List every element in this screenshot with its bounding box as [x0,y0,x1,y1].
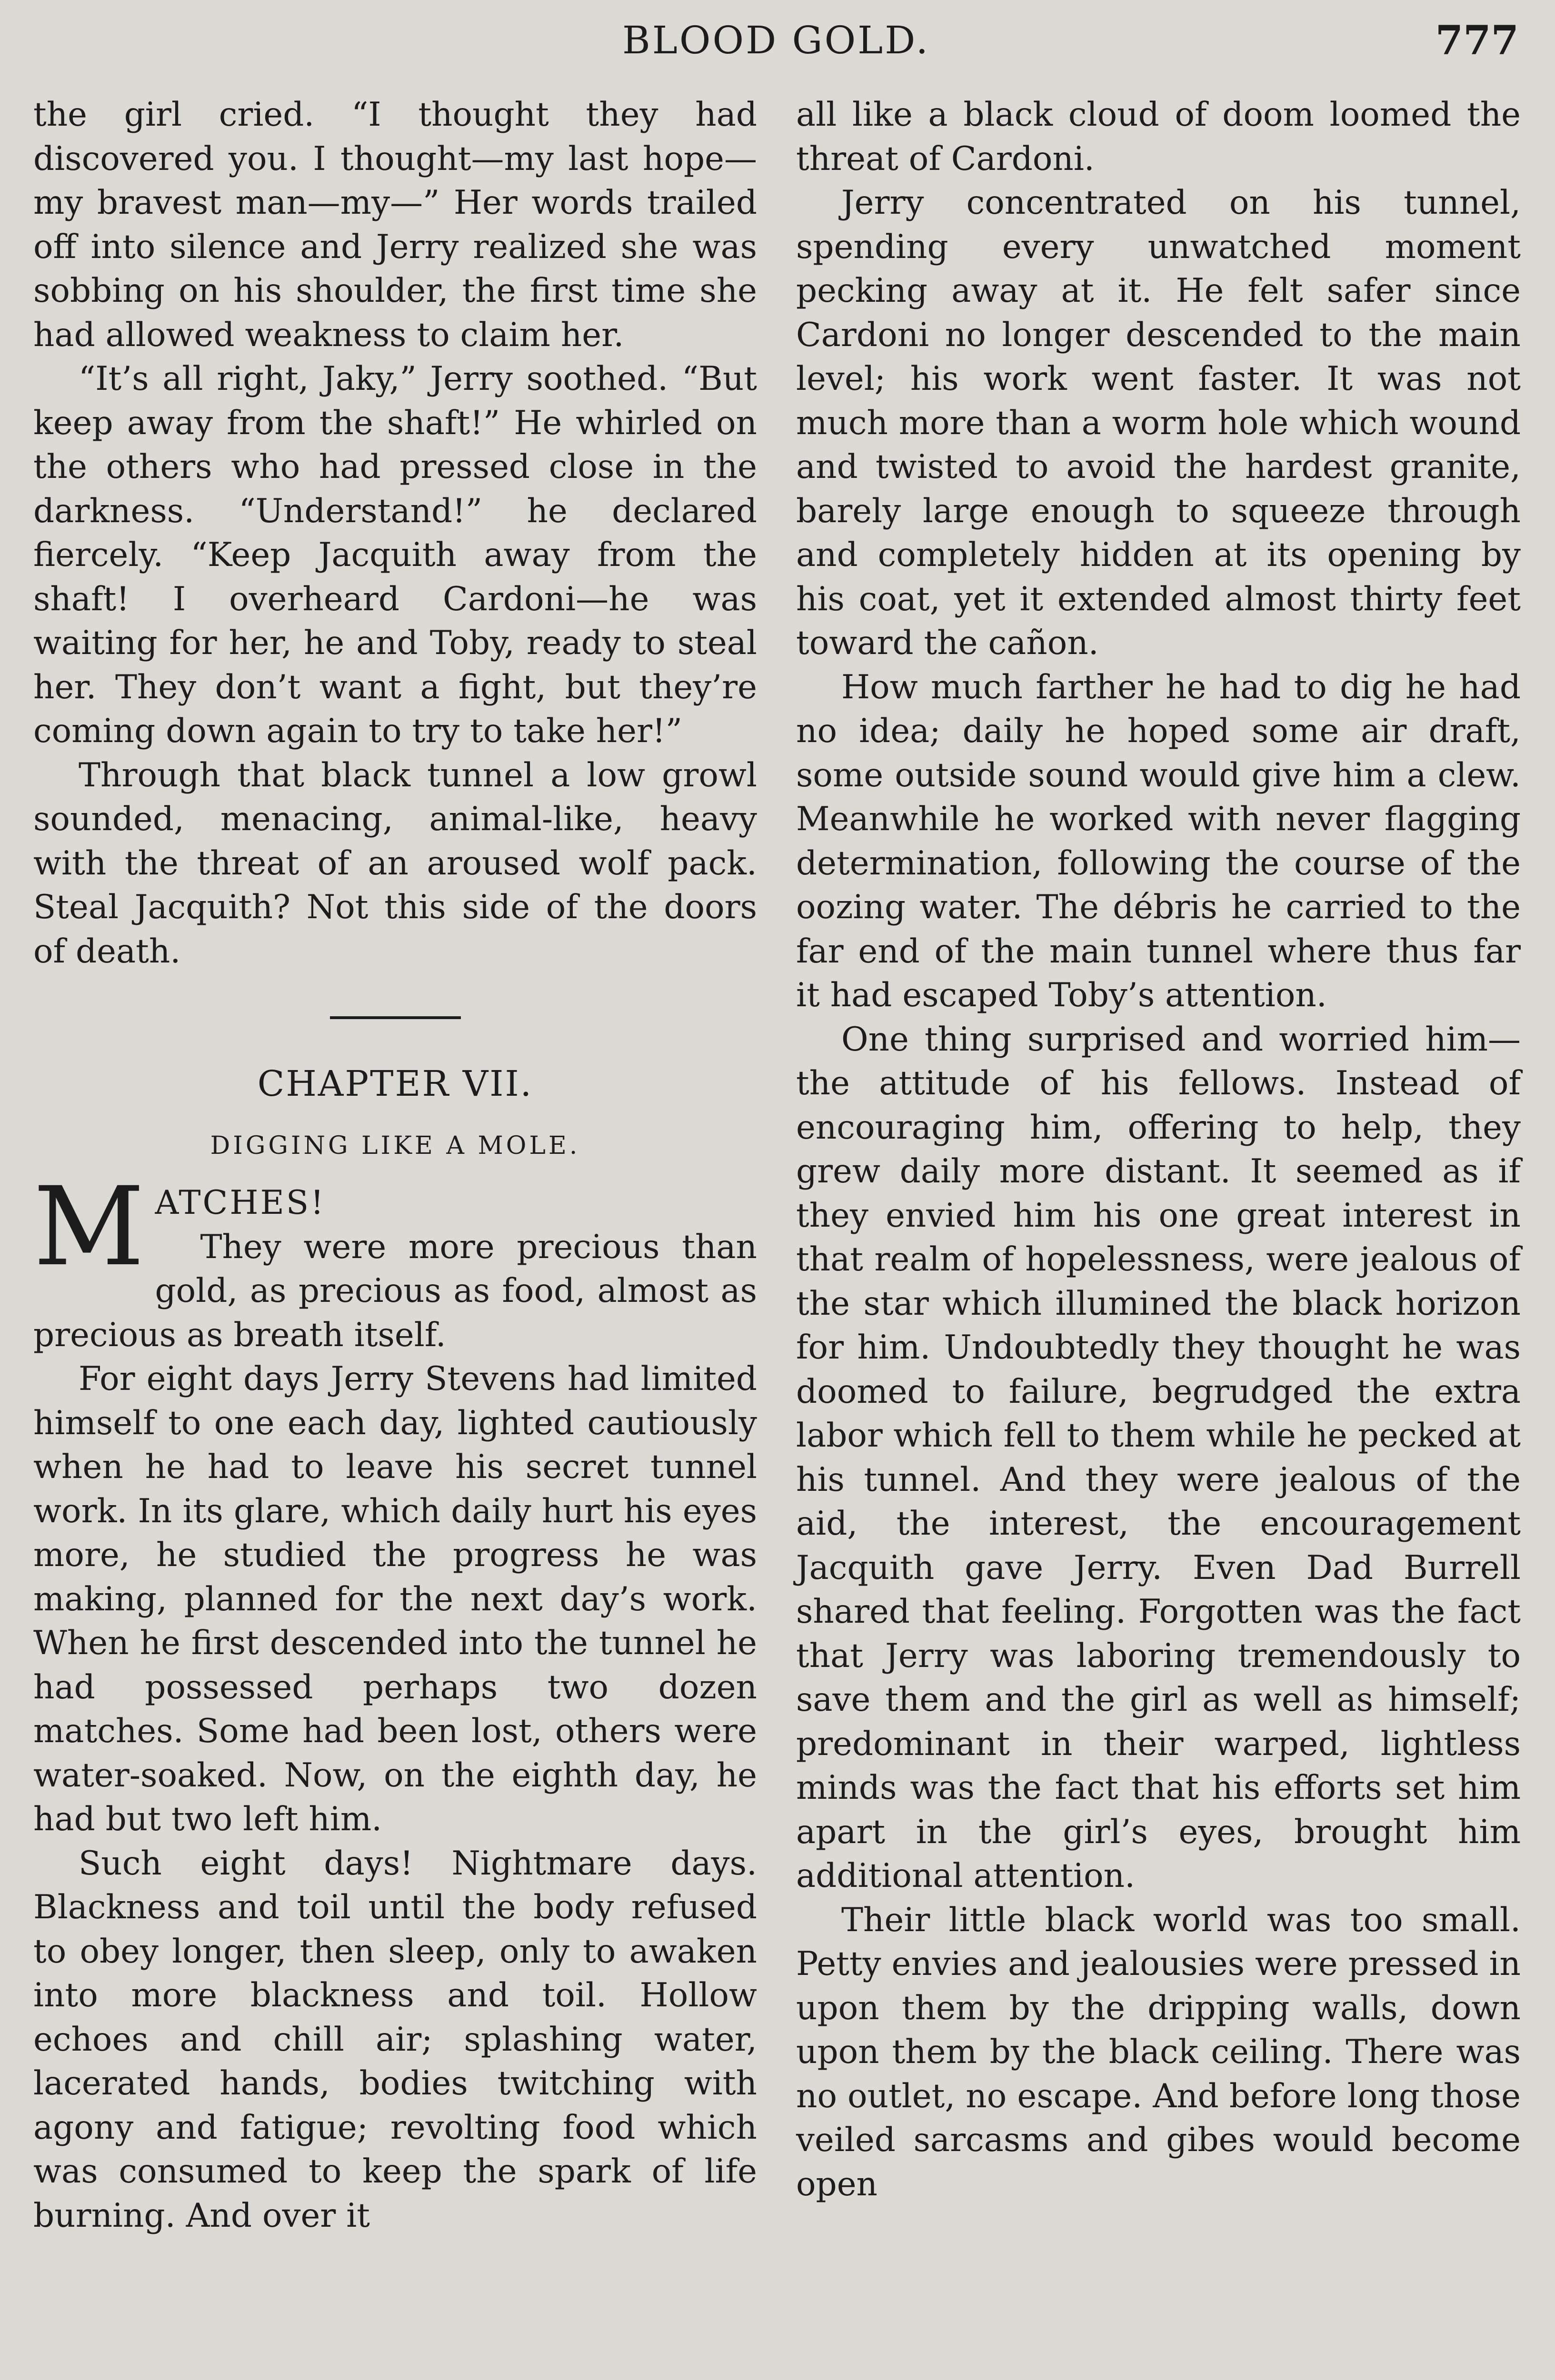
paragraph: all like a black cloud of doom loomed the threat of Cardoni. [796,96,1521,178]
opening-word-rest: ATCHES! [155,1184,326,1222]
paragraph: Their little black world was too small. Petty envies and jealousies were pressed in upon them by the dripping walls, down upon them by the black ceiling. There was no outlet, no escape. And before long those veiled sarcasms and gibes would become open [796,1901,1521,2203]
section-divider [330,1016,461,1019]
paragraph: One thing surprised and worried him—the attitude of his fellows. Instead of encouraging him, offering to help, they grew daily more distant. It seemed as if they envied him his one great interest in that realm of hopelessness, were jealous of the star which illumined the black horizon for him. Undoubtedly they thought he was doomed to failure, begrudged the extra labor which fell to them while he pecked at his tunnel. And they were jealous of the aid, the interest, the encouragement Jacquith gave Jerry. Even Dad Burrell shared that feeling. Forgotten was the fact that Jerry was laboring tremendously to save them and the girl as well as himself; predominant in their warped, lightless minds was the fact that his efforts set him apart in the girl’s eyes, brought him additional attention. [796,1020,1521,1895]
page-number: 777 [1435,17,1519,64]
paragraph: Through that black tunnel a low growl sounded, menacing, animal-like, heavy with the threat of an aroused wolf pack. Steal Jacquith? Not this side of the doors of death. [33,756,757,971]
chapter-subtitle: DIGGING LIKE A MOLE. [210,1131,580,1160]
running-title: BLOOD GOLD. [622,18,930,62]
paragraph: For eight days Jerry Stevens had limited himself to one each day, lighted cautiously when he had to leave his secret tunnel work. In its glare, which daily hurt his eyes more, he studied the progress he was making, planned for the next day’s work. When he first descended into the tunnel he had possessed perhaps two dozen matches. Some had been lost, others were water-soaked. Now, on the eighth day, he had but two left him. [33,1360,757,1838]
paragraph: “It’s all right, Jaky,” Jerry soothed. “But keep away from the shaft!” He whirled on the others who had pressed close in the darkness. “Understand!” he declared fiercely. “Keep Jacquith away from the shaft! I overheard Cardoni—he was waiting for her, he and Toby, ready to steal her. They don’t want a fight, but they’re coming down again to try to take her!” [33,360,757,750]
paragraph: How much farther he had to dig he had no idea; daily he hoped some air draft, some outside sound would give him a clew. Meanwhile he worked with never flagging determination, following the course of the oozing water. The débris he carried to the far end of the main tunnel where thus far it had escaped Toby’s attention. [796,668,1521,1014]
opening-text: They were more precious than gold, as precious as food, almost as precious as breath itself. [33,1228,757,1354]
right-column [796,93,1521,2206]
drop-cap: M [33,1163,145,1290]
left-column [33,93,757,2238]
paragraph: Such eight days! Nightmare days. Blackness and toil until the body refused to obey longer, then sleep, only to awaken into more blackness and toil. Hollow echoes and chill air; splashing water, lacerated hands, bodies twitching with agony and fatigue; revolting food which was consumed to keep the spark of life burning. And over it [33,1844,757,2235]
chapter-heading: CHAPTER VII. [257,1063,533,1104]
opening-paragraph [33,1163,757,1357]
running-header [33,14,1519,67]
paragraph: the girl cried. “I thought they had discovered you. I thought—my last hope—my bravest man—my—” Her words trailed off into silence and Jerry realized she was sobbing on his shoulder, the first time she had allowed weakness to claim her. [33,96,757,354]
paragraph: Jerry concentrated on his tunnel, spending every unwatched moment pecking away at it. He felt safer since Cardoni no longer descended to the main level; his work went faster. It was not much more than a worm hole which wound and twisted to avoid the hardest granite, barely large enough to squeeze through and completely hidden at its opening by his coat, yet it extended almost thirty feet toward the cañon. [796,184,1521,662]
